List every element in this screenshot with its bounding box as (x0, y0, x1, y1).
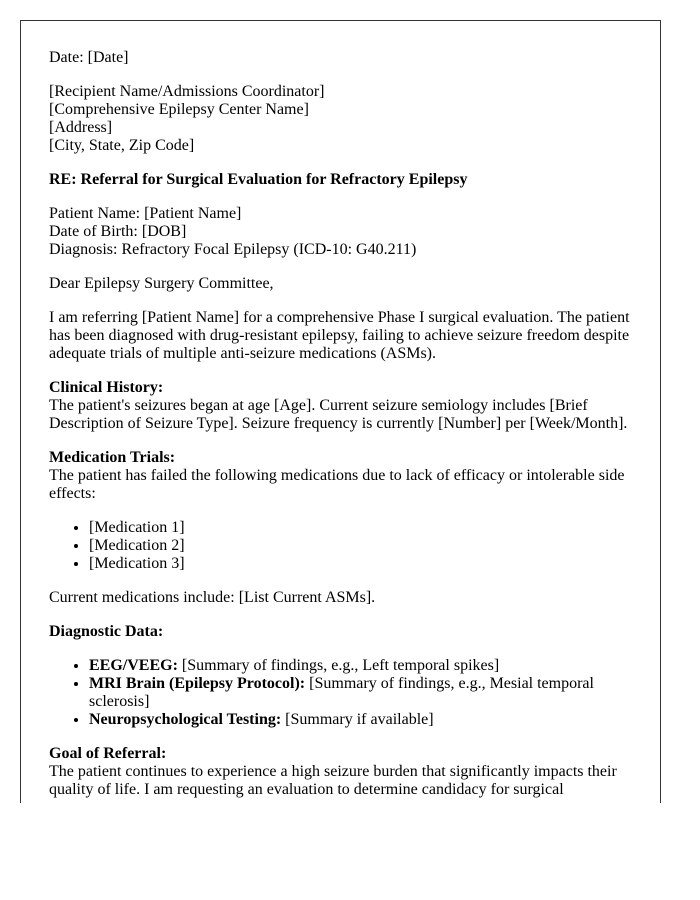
item-label: EEG/VEEG: (89, 657, 178, 674)
patient-info (49, 205, 632, 259)
goal-text: The patient continues to experience a high seizure burden that significantly impacts their quality of life. I am requesting an evaluation to determine candidacy for surgical (49, 763, 617, 798)
clinical-history (49, 379, 632, 433)
current-medications: Current medications include: [List Current ASMs]. (49, 589, 376, 606)
subject-line: RE: Referral for Surgical Evaluation for Refractory Epilepsy (49, 171, 468, 188)
item-text: [Summary if available] (281, 711, 434, 728)
patient-diagnosis: Diagnosis: Refractory Focal Epilepsy (ICD-10: G40.211) (49, 241, 417, 258)
list-item: • [Medication 2] (89, 537, 632, 555)
diagnostic-data-heading: Diagnostic Data: (49, 623, 164, 640)
city-state-zip: [City, State, Zip Code] (49, 137, 195, 154)
intro-paragraph: I am referring [Patient Name] for a comprehensive Phase I surgical evaluation. The patient has been diagnosed with drug-resistant epilepsy, failing to achieve seizure freedom despite adequate trials of multiple anti-seizure medications (ASMs). (49, 309, 630, 362)
list-item (89, 657, 632, 675)
goal-of-referral (49, 745, 632, 799)
medication-trials (49, 449, 632, 503)
list-item: • [Medication 3] (89, 555, 632, 573)
list-item (89, 711, 632, 729)
list-item: • [Medication 1] (89, 519, 632, 537)
diagnostic-list (49, 657, 632, 729)
patient-name: Patient Name: [Patient Name] (49, 205, 242, 222)
center-name: [Comprehensive Epilepsy Center Name] (49, 101, 309, 118)
medication-list (49, 519, 632, 573)
salutation: Dear Epilepsy Surgery Committee, (49, 275, 274, 292)
medication-trials-text: The patient has failed the following medications due to lack of efficacy or intolerable side effects: (49, 467, 625, 502)
date-line: Date: [Date] (49, 49, 129, 66)
item-text: [Summary of findings, e.g., Mesial temporal sclerosis] (89, 675, 594, 710)
patient-dob: Date of Birth: [DOB] (49, 223, 187, 240)
medication-trials-heading: Medication Trials: (49, 449, 176, 466)
address: [Address] (49, 119, 113, 136)
list-item (89, 675, 632, 711)
recipient-address (49, 83, 632, 155)
item-label: Neuropsychological Testing: (89, 711, 282, 728)
goal-heading: Goal of Referral: (49, 745, 167, 762)
item-label: MRI Brain (Epilepsy Protocol): (89, 675, 306, 692)
letter-document (20, 20, 661, 803)
clinical-history-heading: Clinical History: (49, 379, 164, 396)
clinical-history-text: The patient's seizures began at age [Age]. Current seizure semiology includes [Brief Description of Seizure Type]. Seizure frequency is currently [Number] per [Week/Month]. (49, 397, 628, 432)
item-text: [Summary of findings, e.g., Left temporal spikes] (177, 657, 500, 674)
recipient-name: [Recipient Name/Admissions Coordinator] (49, 83, 325, 100)
